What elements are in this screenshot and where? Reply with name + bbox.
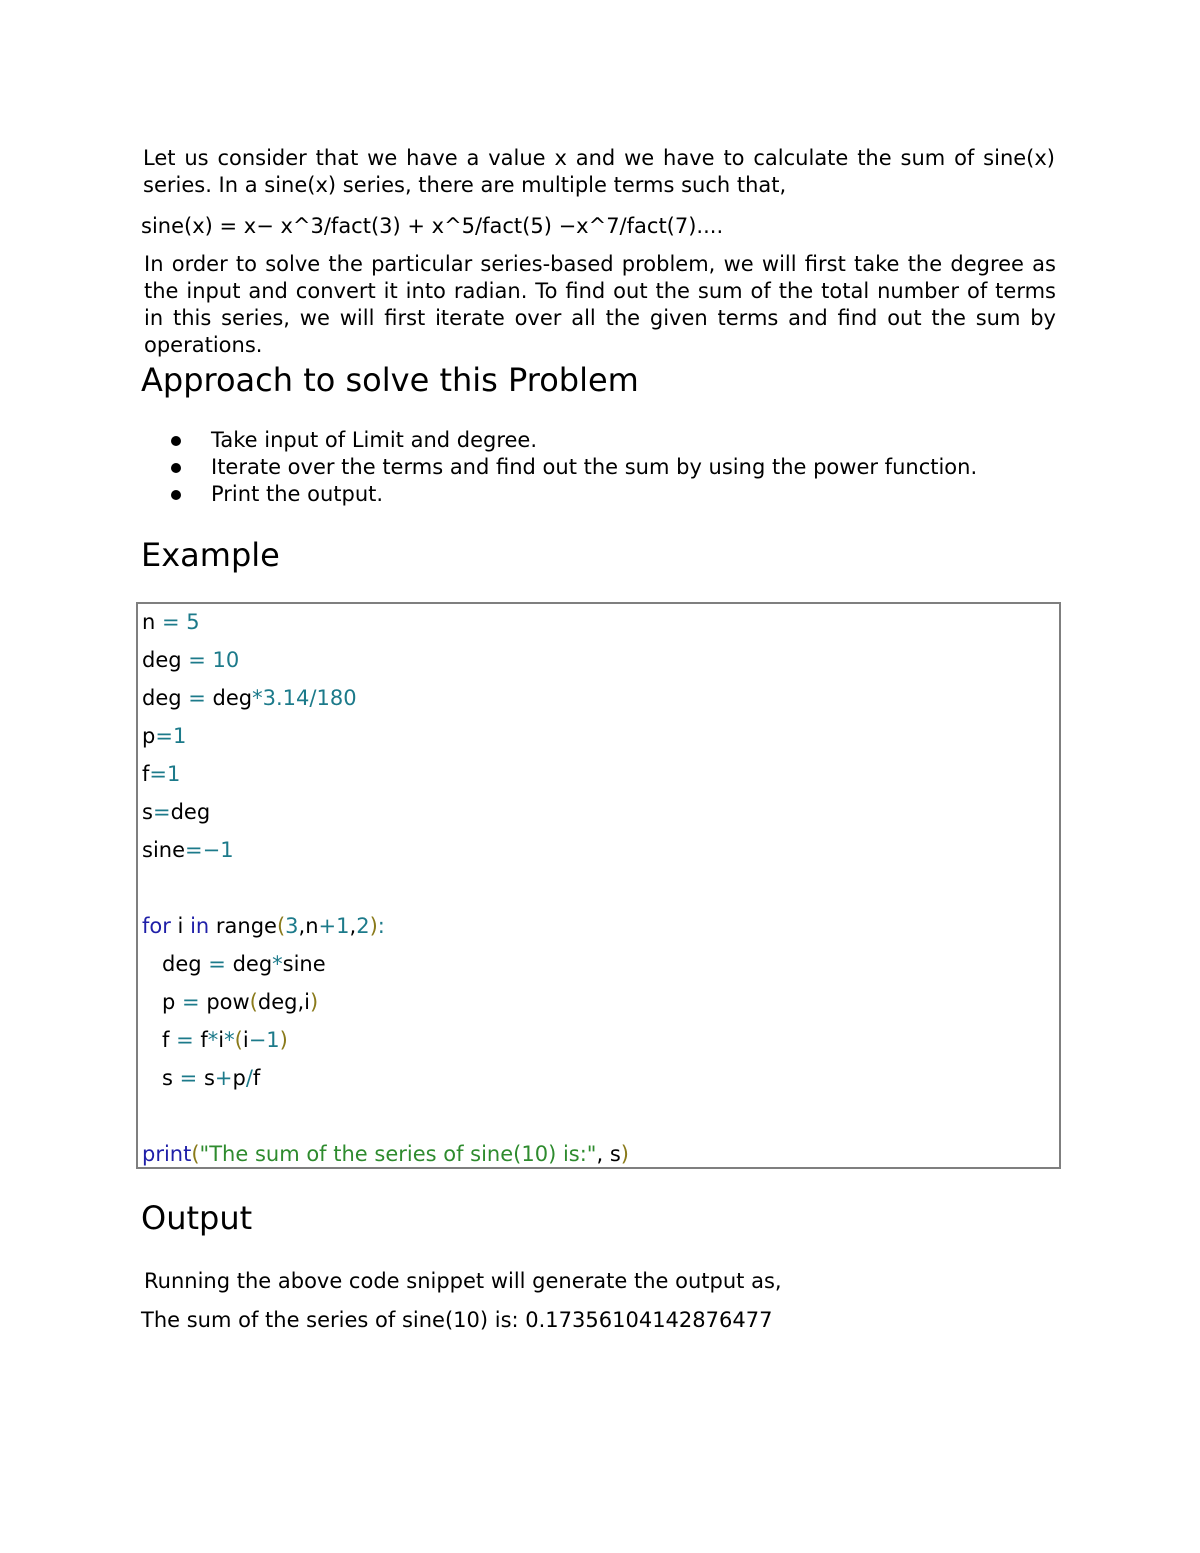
approach-bullet-list [170, 427, 977, 508]
approach-heading: Approach to solve this Problem [141, 361, 639, 399]
intro-paragraph: Let us consider that we have a value x and we have to calculate the sum of sine(x) series. In a sine(x) series, there are multiple terms such that, [143, 146, 1055, 197]
code-line: for i in range(3,n+1,2): [142, 914, 385, 938]
bullet-dot-icon [171, 436, 181, 446]
bullet-dot-icon [171, 490, 181, 500]
example-heading: Example [141, 536, 280, 574]
method-paragraph: In order to solve the particular series-based problem, we will first take the degree as the input and convert it into radian. To find out the sum of the total number of terms in this series, we will first iterate over all the given terms and find out the sum by operations. [144, 252, 1056, 357]
code-line: deg = deg*3.14/180 [142, 686, 357, 710]
code-line: f = f*i*(i−1) [142, 1028, 288, 1052]
code-line: sine=−1 [142, 838, 234, 862]
code-line: n = 5 [142, 610, 200, 634]
sine-series-formula: sine(x) = x− x^3/fact(3) + x^5/fact(5) −x^7/fact(7).... [141, 214, 724, 238]
bullet-item: Take input of Limit and degree. [170, 427, 977, 454]
code-line: p = pow(deg,i) [142, 990, 319, 1014]
bullet-item: Iterate over the terms and find out the sum by using the power function. [170, 454, 977, 481]
code-line: deg = 10 [142, 648, 240, 672]
bullet-dot-icon [171, 463, 181, 473]
code-line: print("The sum of the series of sine(10) is:", s) [142, 1142, 629, 1166]
code-line: deg = deg*sine [142, 952, 326, 976]
code-snippet-box [136, 602, 1061, 1169]
code-line: s = s+p/f [142, 1066, 261, 1090]
output-result-text: The sum of the series of sine(10) is: 0.17356104142876477 [141, 1308, 773, 1332]
code-line: f=1 [142, 762, 181, 786]
code-line: p=1 [142, 724, 187, 748]
code-line: s=deg [142, 800, 211, 824]
bullet-item: Print the output. [170, 481, 977, 508]
output-heading: Output [141, 1199, 253, 1237]
output-intro-text: Running the above code snippet will generate the output as, [144, 1269, 782, 1293]
